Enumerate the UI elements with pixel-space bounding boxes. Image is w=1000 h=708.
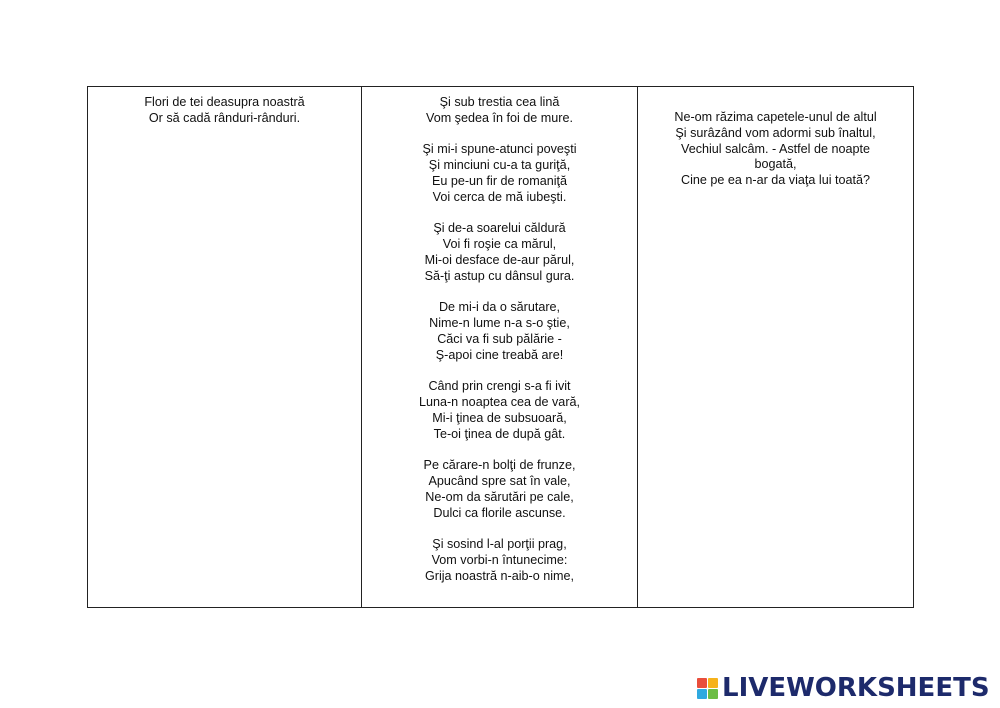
- poem-line: Când prin crengi s-a fi ivit: [428, 379, 571, 394]
- poem-line: Apucând spre sat în vale,: [428, 474, 571, 489]
- stanza: [638, 110, 913, 189]
- poem-line: Mi-oi desface de-aur părul,: [424, 252, 575, 267]
- stanza: [362, 300, 637, 363]
- poem-line: Să-ţi astup cu dânsul gura.: [424, 268, 575, 283]
- logo-block-l: [697, 678, 707, 688]
- logo-blocks-icon: [697, 678, 718, 699]
- poem-line: Te-oi ţinea de după gât.: [433, 426, 566, 441]
- stanza: [362, 379, 637, 442]
- poem-line: Cine pe ea n-ar da viaţa lui toată?: [680, 173, 871, 188]
- poem-line: Vom vorbi-n întunecime:: [431, 553, 568, 568]
- poem-line: Grija noastră n-aib-o nime,: [424, 568, 575, 583]
- poem-line: bogată,: [754, 157, 797, 172]
- poem-column-2: [362, 87, 638, 607]
- stanza: [88, 95, 361, 127]
- poem-column-3: [638, 87, 913, 607]
- poem-column-1: [88, 87, 362, 607]
- poem-line: Luna-n noaptea cea de vară,: [418, 395, 581, 410]
- stanza: [362, 221, 637, 284]
- brand-text: LIVEWORKSHEETS: [722, 673, 990, 703]
- stanza: [362, 142, 637, 205]
- poem-line: Şi de-a soarelui căldură: [433, 221, 566, 236]
- poem-line: Ne-om răzima capetele-unul de altul: [674, 110, 877, 124]
- poem-line: Şi sub trestia cea lină: [439, 95, 560, 109]
- stanza: [362, 458, 637, 521]
- poem-line: Nime-n lume n-a s-o ştie,: [429, 316, 570, 331]
- poem-line: Şi minciuni cu-a ta guriţă,: [428, 158, 571, 173]
- poem-line: De mi-i da o sărutare,: [438, 300, 561, 315]
- poem-line: Căci va fi sub pălărie -: [437, 331, 562, 346]
- poem-line: Voi fi roşie ca mărul,: [442, 237, 557, 252]
- poem-line: Pe cărare-n bolţi de frunze,: [423, 458, 576, 473]
- poem-line: Vechiul salcâm. - Astfel de noapte: [680, 141, 871, 156]
- poem-line: Ş-apoi cine treabă are!: [435, 347, 564, 362]
- poem-line: Dulci ca florile ascunse.: [433, 505, 566, 520]
- stanza: [362, 537, 637, 584]
- poem-line: Voi cerca de mă iubeşti.: [432, 189, 567, 204]
- liveworksheets-logo: [697, 673, 990, 703]
- logo-block-v: [697, 689, 707, 699]
- poem-table: [87, 86, 914, 608]
- poem-line: Vom şedea în foi de mure.: [425, 110, 573, 125]
- poem-line: Şi sosind l-al porţii prag,: [432, 537, 567, 552]
- poem-line: Mi-i ţinea de subsuoară,: [432, 410, 567, 425]
- poem-line: Şi surâzând vom adormi sub înaltul,: [675, 125, 876, 140]
- poem-line: Flori de tei deasupra noastră: [144, 95, 305, 109]
- logo-block-e: [708, 689, 718, 699]
- poem-line: Şi mi-i spune-atunci poveşti: [422, 142, 577, 157]
- poem-line: Eu pe-un fir de romaniţă: [431, 173, 568, 188]
- poem-line: Or să cadă rânduri-rânduri.: [148, 110, 301, 125]
- poem-line: Ne-om da sărutări pe cale,: [425, 489, 574, 504]
- stanza: [362, 95, 637, 127]
- logo-block-i: [708, 678, 718, 688]
